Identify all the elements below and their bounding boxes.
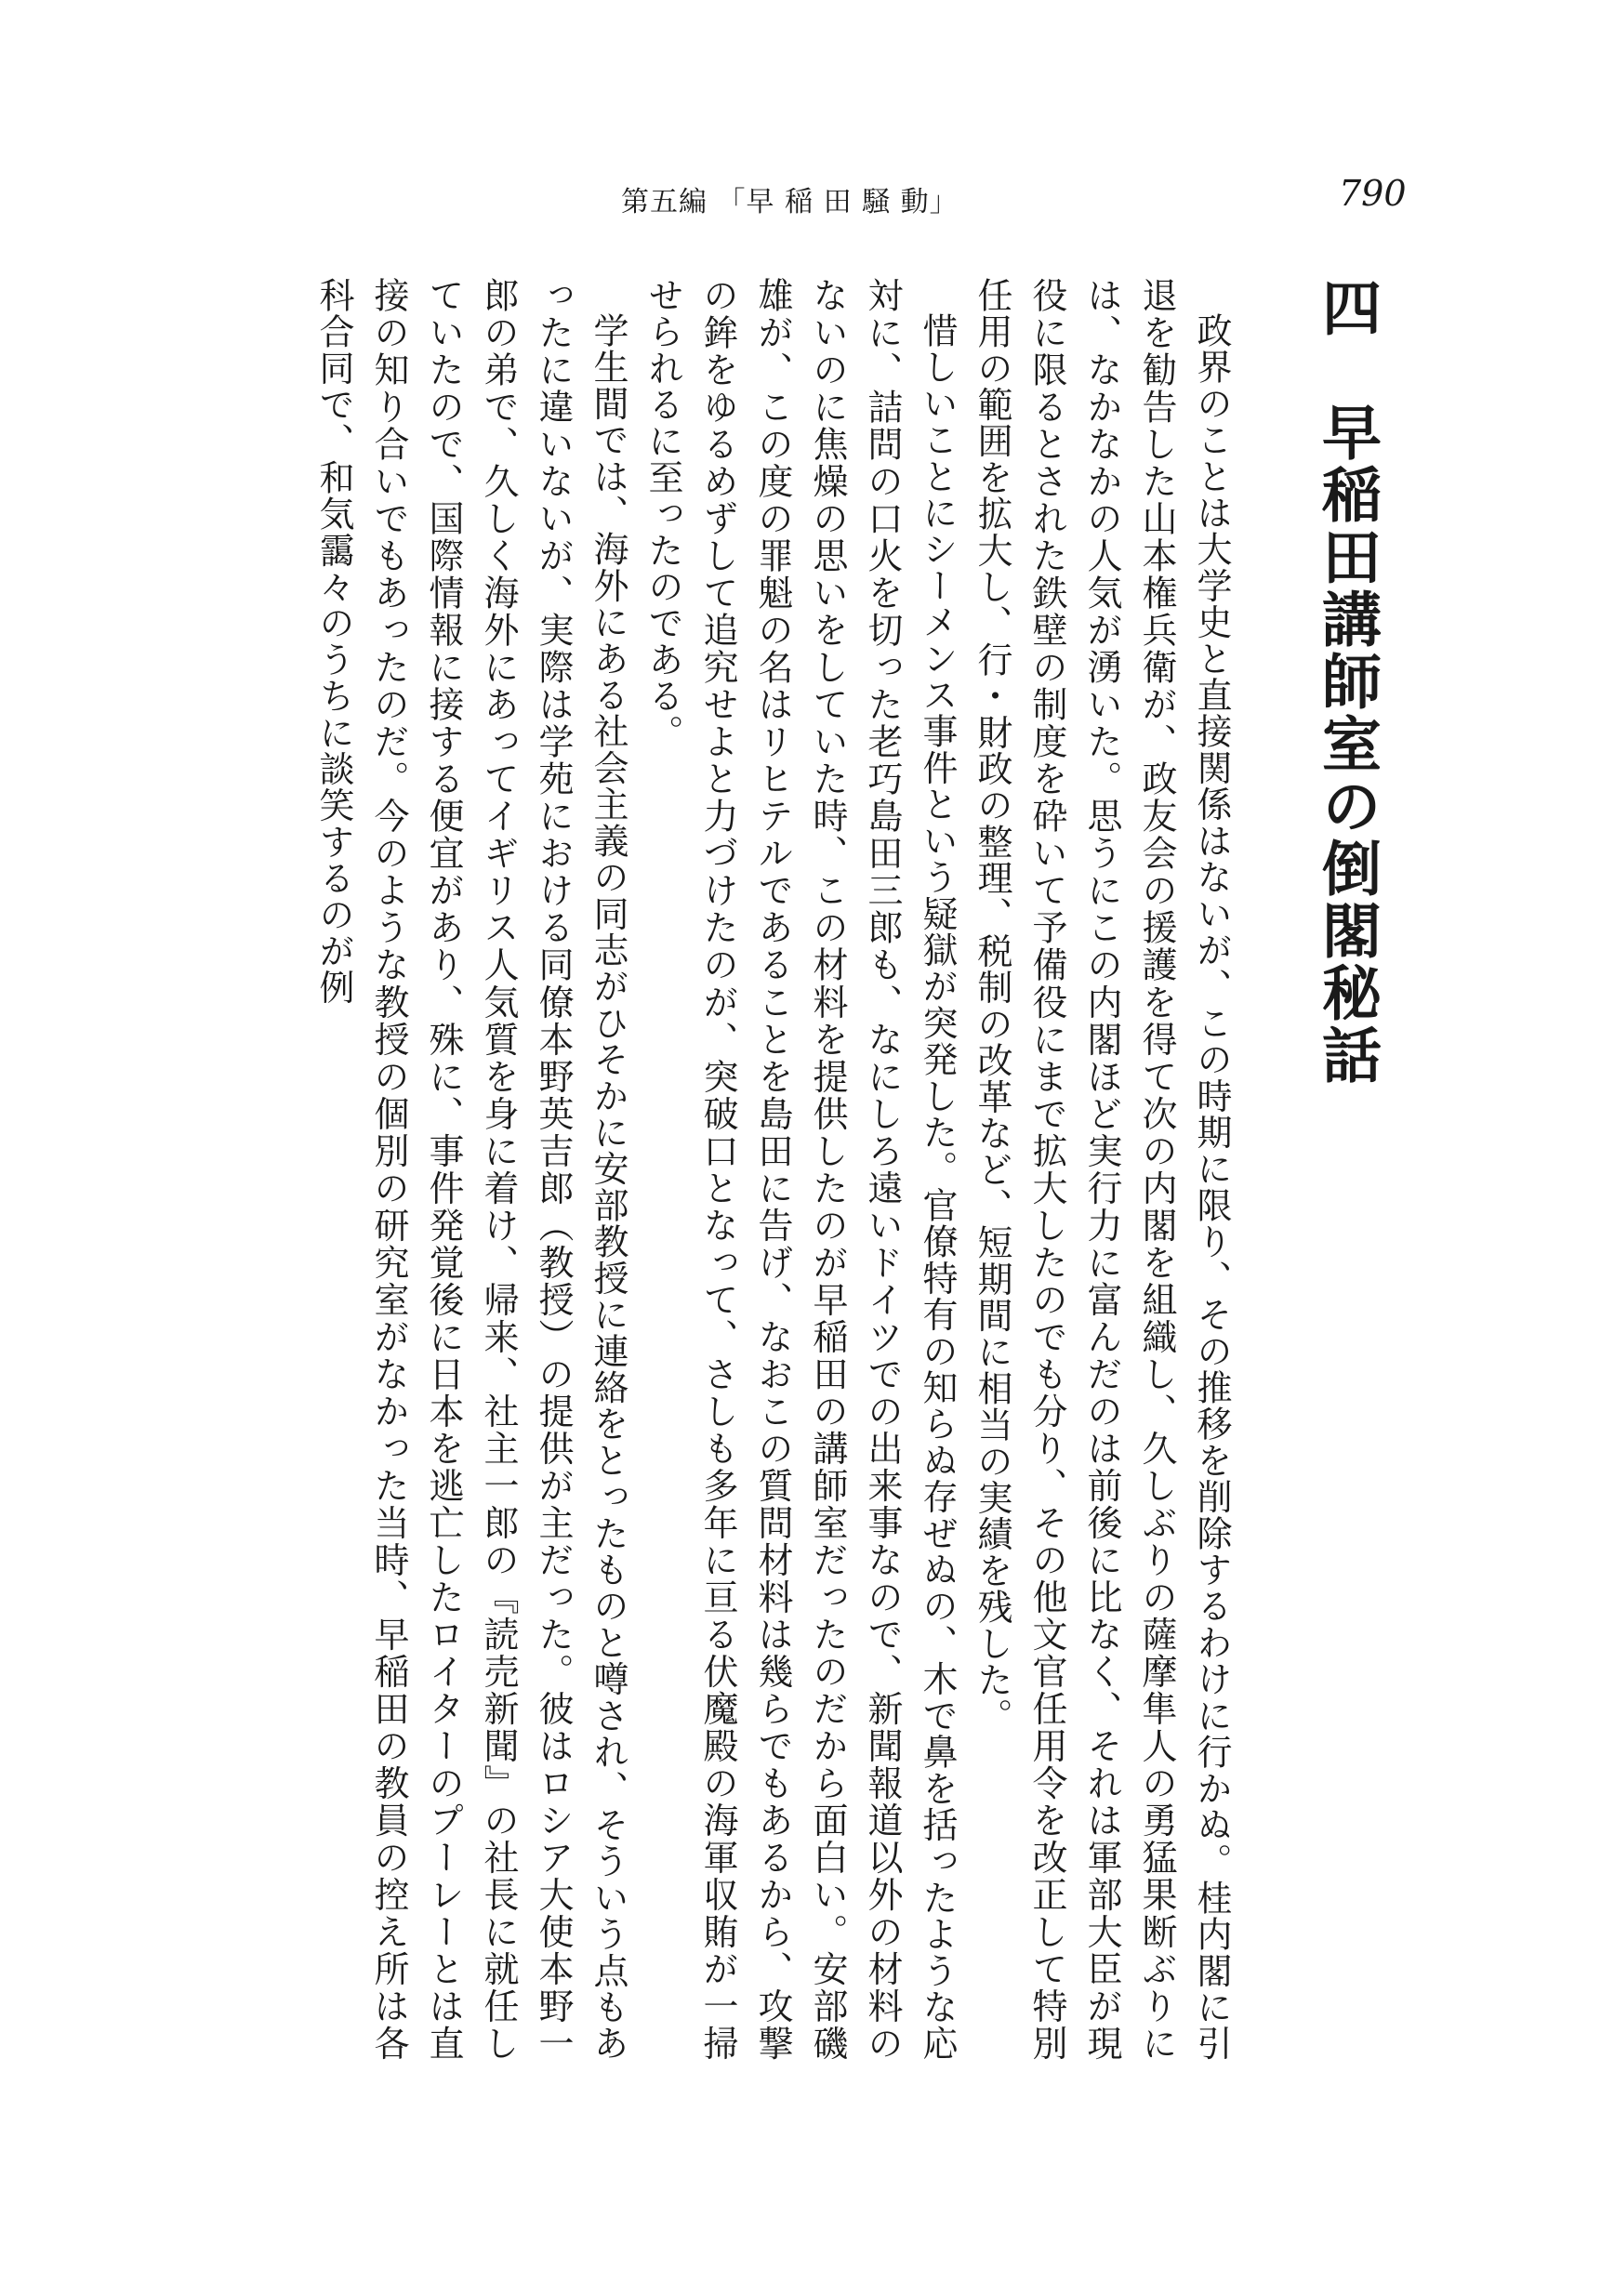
- page-number: 790: [1339, 173, 1407, 214]
- section-heading: 四 早稲田講師室の倒閣秘話: [1312, 277, 1382, 1087]
- body-text: [306, 277, 1391, 2062]
- running-header-title: 第五編 「早 稲 田 騒 動」: [621, 186, 959, 218]
- paragraph-1: 政界のことは大学史と直接関係はないが、この時期に限り、その推移を削除するわけに行かぬ。桂内閣に引退を勧告した山本権兵衛が、政友会の援護を得て次の内閣を組織し、久しぶりの薩摩隼人の勇猛果断ぶりには、なかなかの人気が湧いた。思うにこの内閣ほど実行力に富んだのは前後に比なく、それは軍部大臣が現役に限るとされた鉄壁の制度を砕いて予備役にまで拡大したのでも分り、その他文官任用令を改正して特別任用の範囲を拡大し、行・財政の整理、税制の改革など、短期間に相当の実績を残した。: [972, 277, 1232, 2062]
- paragraph-3: 学生間では、海外にある社会主義の同志がひそかに安部教授に連絡をとったものと噂され、そういう点もあったに違いないが、実際は学苑における同僚本野英吉郎（教授）の提供が主だった。彼はロシア大使本野一郎の弟で、久しく海外にあってイギリス人気質を身に着け、帰来、社主一郎の『読売新聞』の社長に就任していたので、国際情報に接する便宜があり、殊に、事件発覚後に日本を逃亡したロイターのプーレーとは直接の知り合いでもあったのだ。今のような教授の個別の研究室がなかった当時、早稲田の教員の控え所は各科合同で、和気靄々のうちに談笑するのが例: [313, 277, 628, 2062]
- paragraph-2: 惜しいことにシーメンス事件という疑獄が突発した。官僚特有の知らぬ存ぜぬの、木で鼻を括ったような応対に、詰問の口火を切った老巧島田三郎も、なにしろ遠いドイツでの出来事なので、新聞報道以外の材料のないのに焦燥の思いをしていた時、この材料を提供したのが早稲田の講師室だったのだから面白い。安部磯雄が、この度の罪魁の名はリヒテルであることを島田に告げ、なおこの質問材料は幾らでもあるから、攻撃の鉾をゆるめずして追究せよと力づけたのが、突破口となって、さしも多年に亘る伏魔殿の海軍収賄が一掃せられるに至ったのである。: [642, 277, 958, 2062]
